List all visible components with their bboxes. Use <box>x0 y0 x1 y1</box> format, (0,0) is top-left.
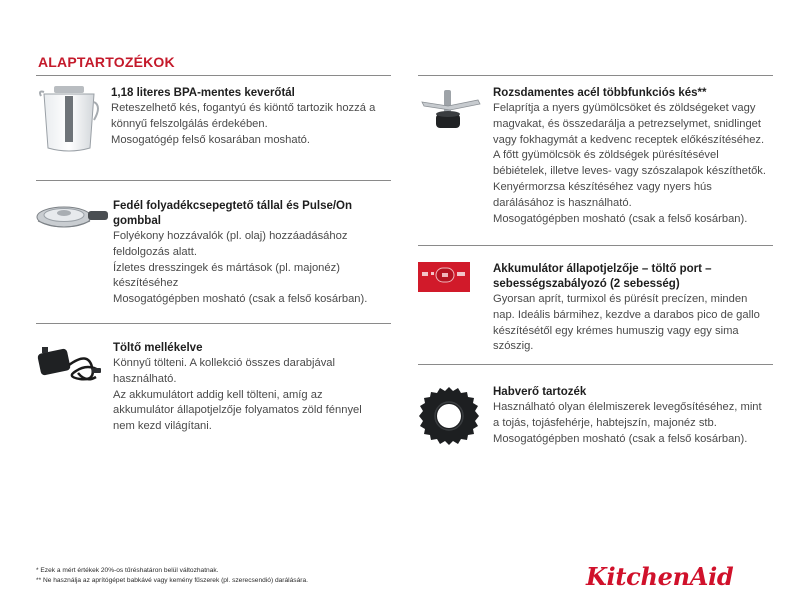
accessory-item <box>36 341 391 441</box>
lid-icon <box>36 201 108 235</box>
item-title: gombbal <box>113 215 161 227</box>
item-title: sebességszabályozó (2 sebesség) <box>493 278 680 290</box>
item-description: bébiételek, illetve leves- vagy szószalapok készíthetők. <box>493 165 766 178</box>
item-description: a tojás, tojásfehérje, habtejszín, majonéz stb. <box>493 416 717 429</box>
item-description: akkumulátor állapotjelzője folyamatos zöld fénnyel <box>113 404 362 417</box>
item-title: Rozsdamentes acél többfunkciós kés** <box>493 87 707 99</box>
item-description: Felaprítja a nyers gyümölcsöket és zöldségeket vagy <box>493 102 756 114</box>
divider <box>418 75 773 76</box>
item-description: Kenyérmorzsa készítéséhez vagy nyers hús <box>493 180 712 193</box>
item-title: Habverő tartozék <box>493 386 587 398</box>
item-description: A főtt gyümölcsök és zöldségek pürésítésével <box>493 149 719 162</box>
item-description: nap. Ideális bármihez, kezdve a darabos pico de gallo <box>493 308 760 321</box>
item-description: készítésétől egy krémes humuszig vagy egy sima <box>493 324 739 337</box>
item-description: készítéséhez <box>113 277 179 290</box>
item-title: Töltő mellékelve <box>113 342 203 354</box>
divider <box>418 245 773 246</box>
blade-icon <box>418 88 484 132</box>
accessory-item <box>418 262 778 362</box>
item-description: Reteszelhető kés, fogantyú és kiöntő tartozik hozzá a <box>111 102 376 114</box>
divider <box>36 75 391 76</box>
item-description: Mosogatógépben mosható (csak a felső kosárban). <box>493 432 748 445</box>
item-description: Az akkumulátort addig kell tölteni, amíg az <box>113 388 323 401</box>
item-description: Mosogatógépben mosható (csak a felső kosárban). <box>113 293 368 306</box>
control-panel-icon <box>418 262 470 292</box>
item-description: Használható olyan élelmiszerek levegősítéséhez, mint <box>493 401 762 413</box>
accessory-item <box>418 86 778 236</box>
accessory-item <box>418 385 778 455</box>
divider <box>418 364 773 365</box>
bowl-icon <box>38 86 100 156</box>
item-description: Mosogatógép felső kosarában mosható. <box>111 133 311 146</box>
item-description: Gyorsan aprít, turmixol és pürésít precízen, minden <box>493 293 748 305</box>
item-description: használható. <box>113 372 177 385</box>
item-description: darálásához is használható. <box>493 196 632 209</box>
item-description: Folyékony hozzávalók (pl. olaj) hozzáadásához <box>113 230 348 242</box>
section-title: ALAPTARTOZÉKOK <box>38 54 175 70</box>
item-description: nem kezd világítani. <box>113 420 212 433</box>
divider <box>36 323 391 324</box>
item-title: Akkumulátor állapotjelzője – töltő port – <box>493 263 712 275</box>
item-description: könnyű felszolgálás érdekében. <box>111 117 268 130</box>
footnotes <box>36 566 308 586</box>
item-description: Könnyű tölteni. A kollekció összes darabjával <box>113 357 336 369</box>
item-description: szószig. <box>493 340 534 353</box>
item-description: feldolgozás alatt. <box>113 245 197 258</box>
divider <box>36 180 391 181</box>
footnote: * Ezek a mért értékek 20%-os tűréshatáron belül változhatnak. <box>36 567 219 574</box>
item-description: magvakat, és összedarálja a petrezselymet, snidlinget <box>493 117 762 130</box>
footnote: ** Ne használja az aprítógépet babkávé vagy kemény fűszerek (pl. szerecsendió) darálására. <box>36 577 308 584</box>
item-title: 1,18 literes BPA-mentes keverőtál <box>111 87 295 99</box>
accessory-item <box>36 199 391 319</box>
charger-icon <box>36 341 106 385</box>
whisk-disc-icon <box>418 385 480 447</box>
item-description: vagy fokhagymát a kedvenc receptek előkészítéséhez. <box>493 133 765 146</box>
brand-logo: KitchenAid <box>586 562 734 591</box>
item-description: Ízletes dresszingek és mártások (pl. majonéz) <box>113 261 340 274</box>
accessory-item <box>38 86 393 176</box>
item-title: Fedél folyadékcsepegtető tállal és Pulse/On <box>113 200 353 212</box>
item-description: Mosogatógépben mosható (csak a felső kosárban). <box>493 212 748 225</box>
